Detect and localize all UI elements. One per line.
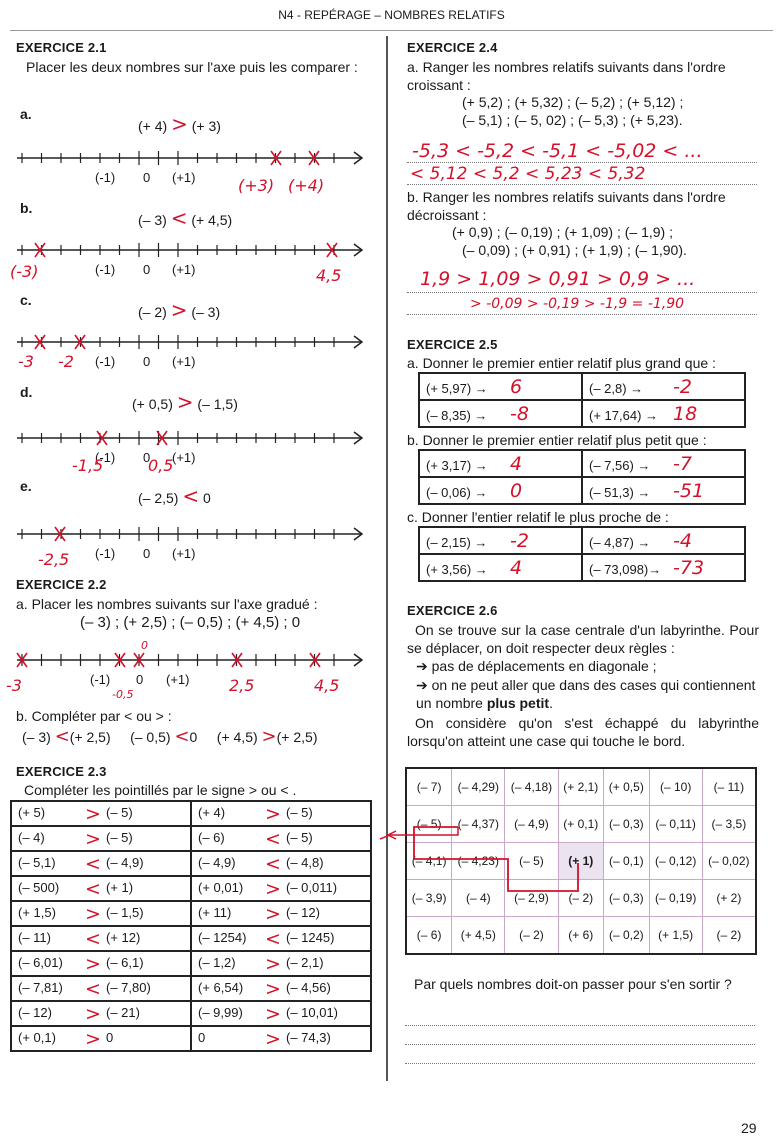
answer-value: 6	[510, 375, 523, 398]
ex22-note: -3	[6, 676, 22, 695]
answer-sign: >	[85, 952, 101, 975]
maze-cell: (– 4,18)	[505, 768, 558, 806]
integer-cell: (– 7,56) → -7	[582, 450, 745, 477]
table-row	[11, 826, 371, 851]
maze-row	[406, 768, 756, 806]
ex21-answer: >	[170, 298, 188, 322]
ex21-axis-label: (+1)	[172, 450, 196, 465]
ex25-c-table	[418, 526, 746, 582]
ex21-comparison	[138, 298, 220, 322]
maze-cell: (+ 2)	[702, 880, 756, 917]
ex21-right: 0	[199, 490, 211, 506]
comparison-cell: (+ 6,54) > (– 4,56)	[191, 976, 371, 1001]
comparison-cell: (– 6,01) > (– 6,1)	[11, 951, 191, 976]
answer-sign: <	[85, 852, 101, 875]
table-row	[11, 926, 371, 951]
ex24-b-line2: (– 0,09) ; (+ 0,91) ; (+ 1,9) ; (– 1,90).	[462, 242, 687, 258]
ex21-item-letter: a.	[20, 106, 32, 122]
maze-row	[406, 880, 756, 917]
ex21-axis-label: (-1)	[95, 450, 116, 465]
ex22-note: 2,5	[229, 676, 255, 695]
ex24-a-text: a. Ranger les nombres relatifs suivants dans l'ordre croissant :	[407, 59, 726, 93]
comparison-cell: (+ 5) > (– 5)	[11, 801, 191, 826]
ex23-title: EXERCICE 2.3	[16, 764, 107, 779]
ex24-a-line2: (– 5,1) ; (– 5, 02) ; (– 5,3) ; (+ 5,23).	[462, 112, 683, 128]
ex22-b-answer: <	[54, 726, 70, 747]
ex23-instruction: Compléter les pointillés par le signe > ou < .	[24, 782, 297, 798]
ex21-title: EXERCICE 2.1	[16, 40, 107, 55]
ex25-a-table	[418, 372, 746, 428]
ex26-rule1: ➔ pas de déplacements en diagonale ;	[416, 658, 657, 674]
maze-cell: (– 0,1)	[604, 843, 650, 880]
maze-cell: (– 5)	[406, 806, 452, 843]
ex21-handwritten-note: (+4)	[288, 176, 325, 195]
table-row	[419, 450, 745, 477]
ex21-axis-label: 0	[143, 450, 151, 465]
maze-cell: (+ 0,5)	[604, 768, 650, 806]
comparison-cell: (– 12) > (– 21)	[11, 1001, 191, 1026]
comparison-cell: (+ 1,5) > (– 1,5)	[11, 901, 191, 926]
comparison-cell: (– 11) < (+ 12)	[11, 926, 191, 951]
ex22-b-text: b. Compléter par < ou > :	[16, 708, 172, 724]
ex21-comparison	[138, 484, 211, 508]
maze-cell: (– 4,1)	[406, 843, 452, 880]
integer-cell: (– 8,35) → -8	[419, 400, 582, 427]
integer-cell: (– 73,098)→ -73	[582, 554, 745, 581]
ex25-c-text: c. Donner l'entier relatif le plus proche de :	[407, 509, 669, 525]
ex26-rule2-bold: plus petit	[486, 695, 550, 711]
ex24-a-line1: (+ 5,2) ; (+ 5,32) ; (– 5,2) ; (+ 5,12) ;	[462, 94, 684, 110]
ex21-axis-label: (+1)	[172, 170, 196, 185]
ex25-b-text: b. Donner le premier entier relatif plus petit que :	[407, 432, 707, 448]
maze-cell: (– 2)	[702, 917, 756, 955]
ex21-axis-label: 0	[143, 546, 151, 561]
column-divider	[386, 36, 388, 1081]
ex25-title: EXERCICE 2.5	[407, 337, 498, 352]
answer-sign: >	[85, 827, 101, 850]
integer-cell: (– 4,87) → -4	[582, 527, 745, 554]
answer-sign: >	[265, 1002, 281, 1025]
answer-sign: <	[265, 852, 281, 875]
maze-cell: (– 0,3)	[604, 880, 650, 917]
ex22-axis-0: 0	[136, 672, 144, 687]
ex21-answer: <	[170, 206, 188, 230]
ex21-axis-label: 0	[143, 170, 151, 185]
maze-cell: (– 0,2)	[604, 917, 650, 955]
table-row	[11, 976, 371, 1001]
answer-value: 0	[510, 479, 523, 502]
answer-value: 4	[510, 452, 523, 475]
answer-sign: <	[85, 927, 101, 950]
ex21-left: (+ 0,5)	[132, 396, 177, 412]
maze-cell: (– 2,9)	[505, 880, 558, 917]
maze-cell: (+ 1)	[558, 843, 604, 880]
maze-cell: (+ 2,1)	[558, 768, 604, 806]
table-row	[11, 951, 371, 976]
ex26-question: Par quels nombres doit-on passer pour s'en sortir ?	[414, 976, 732, 992]
maze-cell: (– 11)	[702, 768, 756, 806]
comparison-cell: (– 6) < (– 5)	[191, 826, 371, 851]
ex21-right: (+ 3)	[187, 118, 221, 134]
ex24-a-answer2: < 5,12 < 5,2 < 5,23 < 5,32	[410, 164, 646, 184]
maze-cell: (– 0,02)	[702, 843, 756, 880]
integer-cell: (+ 3,17) → 4	[419, 450, 582, 477]
ex21-answer: <	[182, 484, 200, 508]
ex21-right: (+ 4,5)	[187, 212, 233, 228]
ex24-b-line1: (+ 0,9) ; (– 0,19) ; (+ 1,09) ; (– 1,9) ;	[452, 224, 673, 240]
ex21-axis-label: (+1)	[172, 354, 196, 369]
ex22-b-answer: <	[174, 726, 190, 747]
ex21-left: (– 3)	[138, 212, 171, 228]
answer-value: -51	[673, 479, 705, 502]
comparison-cell: (– 4) > (– 5)	[11, 826, 191, 851]
ex24-b-answer1: 1,9 > 1,09 > 0,91 > 0,9 > ...	[420, 268, 696, 290]
ex22-b-left: (– 3)	[22, 729, 51, 745]
maze-cell: (– 7)	[406, 768, 452, 806]
answer-sign: >	[265, 877, 281, 900]
maze-row	[406, 843, 756, 880]
answer-sign: >	[85, 1002, 101, 1025]
maze-cell: (+ 4,5)	[452, 917, 505, 955]
ex26-p2: On considère qu'on s'est échappé du labyrinthe lorsqu'on atteint une case qui touche le bord.	[407, 715, 759, 749]
page-header: N4 - REPÉRAGE – NOMBRES RELATIFS	[278, 8, 505, 22]
ex21-axis-label: 0	[143, 262, 151, 277]
answer-value: 4	[510, 556, 523, 579]
maze-cell: (– 0,11)	[649, 806, 702, 843]
ex21-axis-label: (-1)	[95, 170, 116, 185]
ex24-b-answer2: > -0,09 > -0,19 > -1,9 = -1,90	[470, 296, 685, 312]
answer-sign: >	[265, 802, 281, 825]
comparison-cell: 0 > (– 74,3)	[191, 1026, 371, 1051]
ex21-answer: >	[171, 112, 188, 136]
answer-value: -7	[673, 452, 692, 475]
maze-cell: (– 5)	[505, 843, 558, 880]
maze-cell: (+ 0,1)	[558, 806, 604, 843]
table-row	[419, 554, 745, 581]
ex21-number-line	[12, 143, 372, 173]
maze-cell: (– 4,9)	[505, 806, 558, 843]
answer-sign: >	[85, 902, 101, 925]
ex21-handwritten-note: -3	[18, 352, 34, 371]
maze-cell: (– 4)	[452, 880, 505, 917]
table-row	[11, 1026, 371, 1051]
maze-cell: (– 2)	[558, 880, 604, 917]
ex21-handwritten-note: 0,5	[148, 456, 174, 475]
integer-cell: (– 0,06) → 0	[419, 477, 582, 504]
ex22-note: 4,5	[314, 676, 340, 695]
ex21-item-letter: c.	[20, 292, 32, 308]
ex22-b-left: (+ 4,5)	[216, 729, 258, 745]
ex21-number-line	[12, 423, 372, 453]
table-row	[419, 400, 745, 427]
ex21-axis-label: 0	[143, 354, 151, 369]
answer-sign: <	[85, 877, 101, 900]
maze-cell: (– 3,9)	[406, 880, 452, 917]
ex26-rule2-text: on ne peut aller que dans des cases qui contiennent un nombre	[416, 677, 756, 711]
ex21-handwritten-note: -2	[58, 352, 74, 371]
ex21-left: (– 2,5)	[138, 490, 183, 506]
ex22-note: 0	[141, 639, 148, 652]
table-row	[419, 527, 745, 554]
ex21-right: (– 3)	[187, 304, 221, 320]
comparison-cell: (– 4,9) < (– 4,8)	[191, 851, 371, 876]
ex26-p1: On se trouve sur la case centrale d'un labyrinthe. Pour se déplacer, on doit respecter deux règles :	[407, 622, 759, 656]
integer-cell: (+ 17,64) → 18	[582, 400, 745, 427]
ex21-axis-label: (-1)	[95, 262, 116, 277]
maze-cell: (– 2)	[505, 917, 558, 955]
ex25-a-text: a. Donner le premier entier relatif plus grand que :	[407, 355, 716, 371]
ex24-title: EXERCICE 2.4	[407, 40, 498, 55]
ex21-comparison	[138, 112, 221, 136]
maze-row	[406, 917, 756, 955]
ex22-b-left: (– 0,5)	[130, 729, 171, 745]
integer-cell: (– 2,15) → -2	[419, 527, 582, 554]
answer-sign: >	[265, 902, 281, 925]
ex21-handwritten-note: (+3)	[238, 176, 275, 195]
table-row	[11, 1001, 371, 1026]
answer-sign: >	[265, 1027, 281, 1050]
ex21-item-letter: b.	[20, 200, 33, 216]
ex22-numbers: (– 3) ; (+ 2,5) ; (– 0,5) ; (+ 4,5) ; 0	[80, 614, 301, 631]
ex22-note: -0,5	[112, 688, 134, 701]
ex22-title: EXERCICE 2.2	[16, 577, 107, 592]
maze-row	[406, 806, 756, 843]
comparison-cell: (– 7,81) < (– 7,80)	[11, 976, 191, 1001]
maze-cell: (– 0,3)	[604, 806, 650, 843]
table-row	[11, 851, 371, 876]
maze-cell: (– 6)	[406, 917, 452, 955]
ex22-b-right: (+ 2,5)	[69, 729, 111, 745]
ex21-handwritten-note: 4,5	[316, 266, 342, 285]
maze-cell: (– 10)	[649, 768, 702, 806]
ex21-item-letter: e.	[20, 478, 32, 494]
comparison-cell: (– 1,2) > (– 2,1)	[191, 951, 371, 976]
ex26-rule1-text: pas de déplacements en diagonale ;	[431, 658, 657, 674]
page-number: 29	[741, 1120, 757, 1136]
table-row	[11, 801, 371, 826]
ex23-table	[10, 800, 372, 1052]
answer-sign: >	[85, 802, 101, 825]
maze-cell: (– 4,23)	[452, 843, 505, 880]
ex21-handwritten-note: -2,5	[38, 550, 70, 569]
comparison-cell: (+ 4) > (– 5)	[191, 801, 371, 826]
ex21-axis-label: (-1)	[95, 546, 116, 561]
ex21-left: (– 2)	[138, 304, 171, 320]
ex22-b-right: (+ 2,5)	[276, 729, 318, 745]
ex24-b-text: b. Ranger les nombres relatifs suivants dans l'ordre décroissant :	[407, 189, 726, 223]
answer-value: 18	[673, 402, 698, 425]
ex21-number-line	[12, 235, 372, 265]
comparison-cell: (– 500) < (+ 1)	[11, 876, 191, 901]
header-rule	[10, 30, 773, 31]
ex25-b-table	[418, 449, 746, 505]
ex24-a-answer1: -5,3 < -5,2 < -5,1 < -5,02 < ...	[412, 140, 703, 162]
ex21-right: (– 1,5)	[193, 396, 238, 412]
comparison-cell: (– 9,99) > (– 10,01)	[191, 1001, 371, 1026]
answer-value: -73	[673, 556, 705, 579]
maze-cell: (– 0,12)	[649, 843, 702, 880]
integer-cell: (– 51,3) → -51	[582, 477, 745, 504]
table-row	[419, 373, 745, 400]
ex21-handwritten-note: (-3)	[10, 262, 39, 281]
answer-value: -2	[510, 529, 529, 552]
maze-cell: (+ 1,5)	[649, 917, 702, 955]
answer-sign: <	[265, 927, 281, 950]
answer-value: -4	[673, 529, 692, 552]
answer-sign: <	[265, 827, 281, 850]
ex21-handwritten-note: -1,5	[72, 456, 104, 475]
maze-cell: (– 4,37)	[452, 806, 505, 843]
ex22-b-row	[22, 726, 372, 747]
ex21-answer: >	[176, 390, 194, 414]
answer-value: -8	[510, 402, 529, 425]
comparison-cell: (– 5,1) < (– 4,9)	[11, 851, 191, 876]
integer-cell: (– 2,8) → -2	[582, 373, 745, 400]
ex21-number-line	[12, 519, 372, 549]
ex26-rule2: ➔ on ne peut aller que dans des cases qui contiennent un nombre plus petit.	[416, 677, 756, 711]
comparison-cell: (+ 11) > (– 12)	[191, 901, 371, 926]
ex22-b-answer: >	[261, 726, 277, 747]
ex21-comparison	[138, 206, 232, 230]
table-row	[11, 901, 371, 926]
maze-cell: (– 3,5)	[702, 806, 756, 843]
ex22-axis-p1: (+1)	[166, 672, 190, 687]
ex26-title: EXERCICE 2.6	[407, 603, 498, 618]
ex22-b-right: 0	[189, 729, 198, 745]
ex22-a-text: a. Placer les nombres suivants sur l'axe gradué :	[16, 596, 318, 612]
ex21-axis-label: (+1)	[172, 546, 196, 561]
integer-cell: (+ 3,56) → 4	[419, 554, 582, 581]
answer-sign: <	[85, 977, 101, 1000]
maze-cell: (– 4,29)	[452, 768, 505, 806]
maze-cell: (– 0,19)	[649, 880, 702, 917]
comparison-cell: (– 1254) < (– 1245)	[191, 926, 371, 951]
ex21-item-letter: d.	[20, 384, 33, 400]
ex21-axis-label: (-1)	[95, 354, 116, 369]
table-row	[11, 876, 371, 901]
answer-sign: >	[85, 1027, 101, 1050]
table-row	[419, 477, 745, 504]
answer-sign: >	[265, 952, 281, 975]
ex21-comparison	[132, 390, 238, 414]
ex22-axis-m1: (-1)	[90, 672, 111, 687]
comparison-cell: (+ 0,1) > 0	[11, 1026, 191, 1051]
answer-sign: >	[265, 977, 281, 1000]
ex21-axis-label: (+1)	[172, 262, 196, 277]
comparison-cell: (+ 0,01) > (– 0,011)	[191, 876, 371, 901]
maze-cell: (+ 6)	[558, 917, 604, 955]
ex21-instruction: Placer les deux nombres sur l'axe puis les comparer :	[26, 59, 358, 75]
answer-value: -2	[673, 375, 692, 398]
maze-grid	[405, 767, 757, 955]
ex21-left: (+ 4)	[138, 118, 172, 134]
integer-cell: (+ 5,97) → 6	[419, 373, 582, 400]
